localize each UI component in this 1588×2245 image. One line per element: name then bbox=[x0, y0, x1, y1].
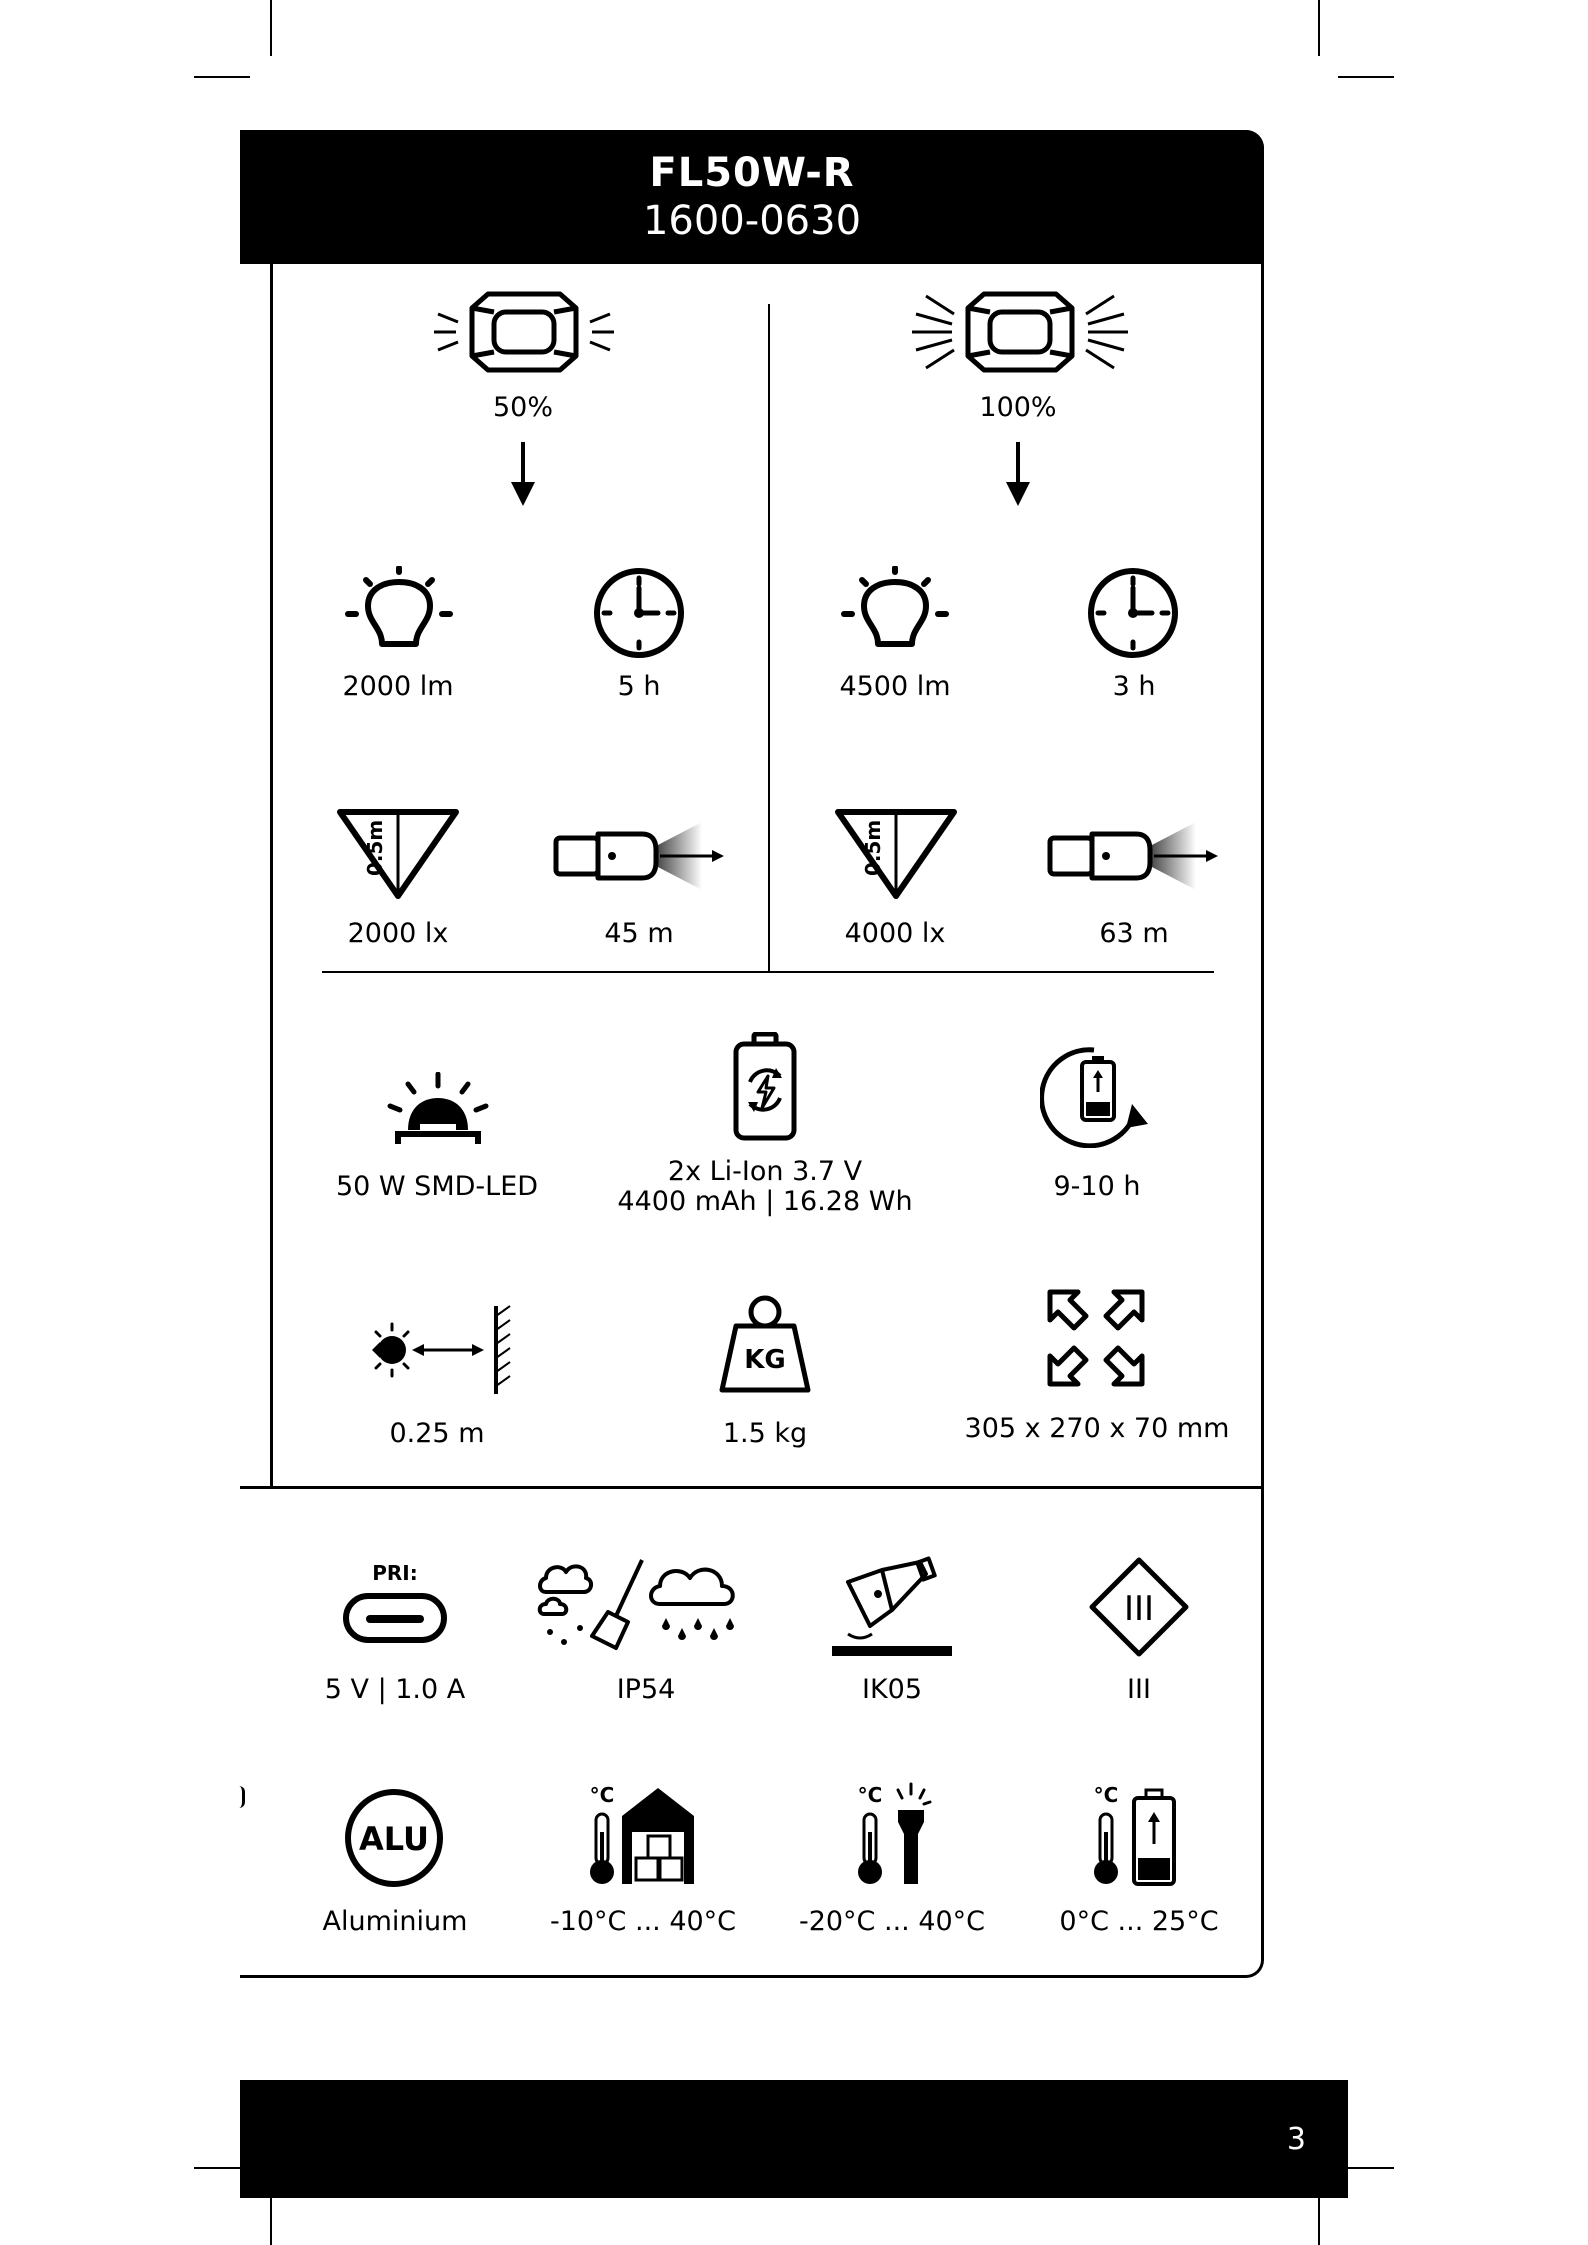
ik-rating: IK05 bbox=[861, 1674, 923, 1705]
led-chip-icon bbox=[386, 1072, 490, 1150]
floodlight-50-icon bbox=[428, 286, 620, 378]
mode-divider-vertical bbox=[768, 304, 770, 972]
lux-value: 2000 lx bbox=[347, 918, 449, 949]
product-header bbox=[240, 130, 1264, 264]
bulb-icon bbox=[344, 566, 454, 658]
led-power: 50 W SMD-LED bbox=[335, 1171, 539, 1202]
lux-value: 4000 lx bbox=[844, 918, 946, 949]
mode-level: 100% bbox=[979, 392, 1057, 423]
celsius-label: °C bbox=[589, 1783, 615, 1807]
storage-temperature: -10°C ... 40°C bbox=[549, 1906, 737, 1937]
class-icon-text: III bbox=[1123, 1589, 1155, 1629]
weight: 1.5 kg bbox=[722, 1418, 808, 1449]
distance-value: 63 m bbox=[1099, 918, 1169, 949]
distance-value: 45 m bbox=[604, 918, 674, 949]
charging-temperature-icon bbox=[1088, 1780, 1184, 1890]
runtime-value: 5 h bbox=[617, 671, 661, 702]
mode-level: 50% bbox=[492, 392, 554, 423]
celsius-label: °C bbox=[1093, 1783, 1119, 1807]
storage-temperature-icon bbox=[584, 1780, 702, 1890]
battery-spec-line2: 4400 mAh | 16.28 Wh bbox=[617, 1186, 913, 1217]
battery-recharge-icon bbox=[730, 1032, 800, 1142]
dimensions-icon bbox=[1044, 1286, 1148, 1390]
lumen-value: 2000 lm bbox=[342, 671, 454, 702]
impact-rating-icon bbox=[828, 1554, 956, 1658]
flashlight-range-icon bbox=[552, 820, 728, 892]
charge-time: 9-10 h bbox=[1053, 1171, 1141, 1202]
usb-input: 5 V | 1.0 A bbox=[324, 1674, 466, 1705]
material: Aluminium bbox=[322, 1906, 468, 1937]
product-code: 1600-0630 bbox=[642, 198, 862, 244]
operating-temperature: -20°C ... 40°C bbox=[798, 1906, 986, 1937]
beam-lux-icon bbox=[336, 808, 460, 900]
material-icon-text: ALU bbox=[359, 1820, 429, 1858]
page-footer bbox=[240, 2080, 1348, 2198]
clock-icon bbox=[592, 566, 686, 660]
arrow-down-icon bbox=[508, 442, 538, 508]
charging-temperature: 0°C ... 25°C bbox=[1059, 1906, 1219, 1937]
protection-class-icon bbox=[1088, 1556, 1190, 1658]
beam-lux-icon bbox=[834, 808, 958, 900]
crop-mark bbox=[1338, 76, 1394, 78]
ip-rating: IP54 bbox=[616, 1674, 676, 1705]
celsius-label: °C bbox=[857, 1783, 883, 1807]
usb-icon-text: PRI: bbox=[372, 1561, 418, 1585]
beam-distance-text: 0.5m bbox=[861, 819, 885, 876]
model-name: FL50W-R bbox=[649, 150, 855, 196]
usb-c-icon bbox=[342, 1556, 448, 1646]
operating-temperature-icon bbox=[852, 1780, 934, 1890]
section-divider bbox=[240, 1486, 1264, 1489]
min-distance: 0.25 m bbox=[389, 1418, 485, 1449]
floodlight-100-icon bbox=[908, 286, 1132, 378]
margin-glyph bbox=[236, 1786, 245, 1808]
clock-icon bbox=[1086, 566, 1180, 660]
weight-icon-text: KG bbox=[744, 1345, 786, 1375]
dimensions: 305 x 270 x 70 mm bbox=[964, 1413, 1230, 1444]
runtime-value: 3 h bbox=[1112, 671, 1156, 702]
aluminium-icon bbox=[342, 1786, 446, 1890]
crop-mark bbox=[194, 76, 250, 78]
panel-inner-left-border bbox=[270, 264, 273, 1488]
page-number: 3 bbox=[1286, 2122, 1306, 2157]
protection-class: III bbox=[1127, 1674, 1151, 1705]
bulb-icon bbox=[840, 566, 950, 658]
min-distance-icon bbox=[362, 1302, 514, 1398]
flashlight-range-icon bbox=[1046, 820, 1222, 892]
crop-mark bbox=[270, 0, 272, 56]
arrow-down-icon bbox=[1003, 442, 1033, 508]
beam-distance-text: 0.5m bbox=[363, 819, 387, 876]
ip-rating-icon bbox=[536, 1552, 752, 1658]
lumen-value: 4500 lm bbox=[839, 671, 951, 702]
mode-divider-horizontal bbox=[322, 971, 1214, 973]
weight-icon bbox=[716, 1292, 814, 1396]
charging-time-icon bbox=[1040, 1044, 1152, 1148]
crop-mark bbox=[1318, 0, 1320, 56]
battery-spec-line1: 2x Li-Ion 3.7 V bbox=[667, 1156, 863, 1187]
